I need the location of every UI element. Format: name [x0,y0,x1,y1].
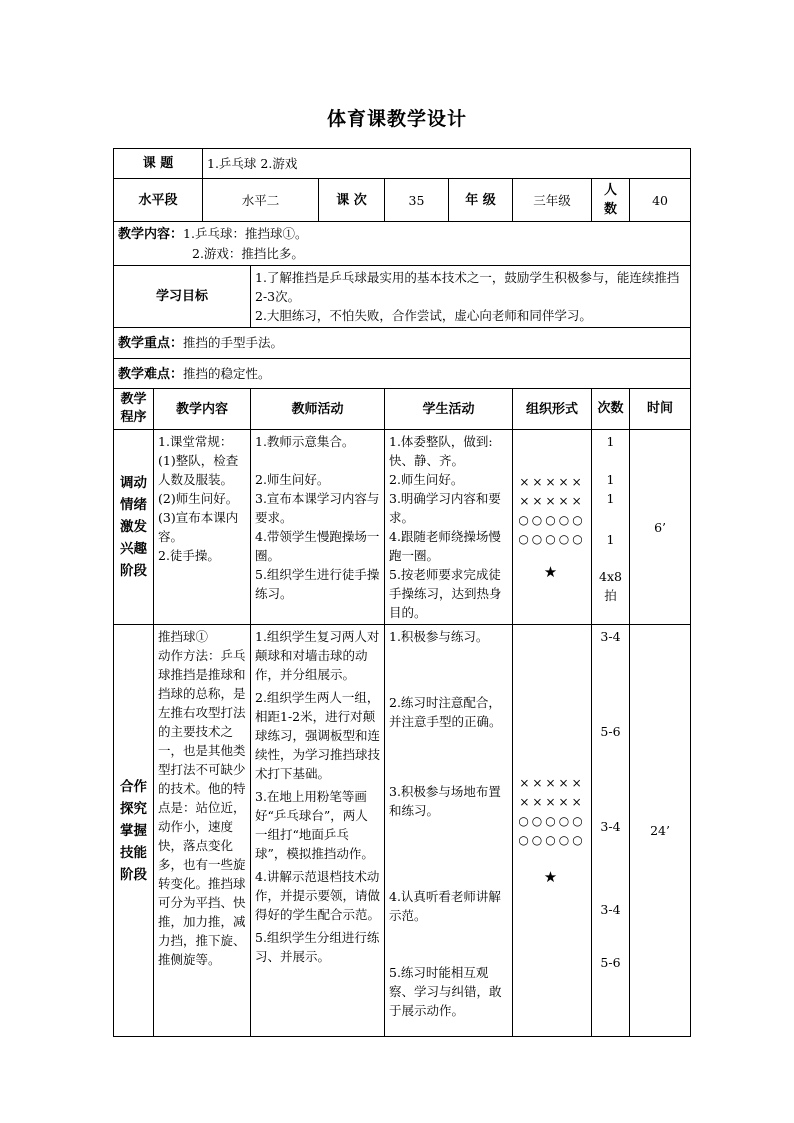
stage-2-content [154,625,251,1037]
lesson-label: 课 次 [319,179,385,222]
stage-2-duration: 24’ [630,625,691,1037]
stage-2-teacher [251,625,385,1037]
times-value: 4x8 [599,569,622,584]
stage-1-teacher [251,430,385,625]
stage-1-name: 调动情绪激发兴趣阶段 [114,430,154,625]
goals-cell [251,266,691,328]
stage-2-content-line: 动作方法：乒乓球推挡是推球和挡球的总称，是左推右攻型打法的主要技术之一，也是其他类型打法不可缺少的技术。他的特点是：站位近，动作小，速度快，落点变化多，也有一些旋转变化。推挡球可分为平挡、快推，加力推，减力挡，推下旋、推侧旋等。 [158,648,246,967]
header-teacher: 教师活动 [251,389,385,430]
stage-1-student-line: 2.师生问好。 [389,472,464,487]
stage-2-teacher-line: 4.讲解示范退档技术动作，并提示要领，请做得好的学生配合示范。 [255,869,381,922]
header-org: 组织形式 [513,389,592,430]
stage-2-student-line: 3.积极参与场地布置和练习。 [389,784,501,818]
stage-1-content-line: (3)宣布本课内容。 [158,510,239,544]
count-value: 40 [630,179,691,222]
formation-row-x: ××××× [519,795,585,809]
stage-1-teacher-line: 2.师生问好。 [255,472,330,487]
topic-value: 1.乒乓球 2.游戏 [203,149,691,179]
stage-2-teacher-line: 1.组织学生复习两人对颠球和对墙击球的动作，并分组展示。 [255,629,380,682]
stage-2-teacher-line: 5.组织学生分组进行练习、并展示。 [255,930,380,964]
lesson-value: 35 [385,179,449,222]
times-value: 3-4 [600,819,621,834]
stage-1-student-line: 5.按老师要求完成徒手操练习，达到热身目的。 [389,567,502,620]
formation-row-o: ○○○○○ [518,531,586,546]
formation-row-x: ××××× [519,493,585,508]
difficulty-cell [114,359,691,389]
stage-1-teacher-line: 1.教师示意集合。 [255,434,355,449]
stage-1-content [154,430,251,625]
times-value: 1 [606,491,615,506]
header-times: 次数 [592,389,630,430]
formation-row-o: ○○○○○ [518,833,586,847]
header-duration: 时间 [630,389,691,430]
grade-value: 三年级 [513,179,592,222]
count-label: 人 数 [592,179,630,222]
stage-1-student-line: 4.跟随老师绕操场慢跑一圈。 [389,529,501,563]
header-procedure: 教学程序 [114,389,154,430]
stage-2-student-line: 5.练习时能相互观察、学习与纠错，敢于展示动作。 [389,965,502,1018]
grade-label: 年 级 [449,179,513,222]
stage-2-teacher-line: 2.组织学生两人一组，相距1-2米，进行对颠球练习，强调板型和连续性，为学习推挡球技术打下基础。 [255,690,381,781]
formation-row-x: ××××× [519,776,585,790]
key-point-label: 教学重点： [118,336,184,351]
stage-2-student [385,625,513,1037]
content-cell [114,222,691,266]
times-value: 5-6 [600,724,621,739]
stage-1-content-line: (2)师生问好。 [158,491,239,506]
key-point-cell [114,328,691,359]
teacher-star-icon: ★ [543,868,561,886]
stage-1-content-line: 2.徒手操。 [158,548,220,563]
stage-2-student-line: 1.积极参与练习。 [389,629,489,644]
stage-2-student-line: 4.认真听看老师讲解示范。 [389,889,501,923]
header-content: 教学内容 [154,389,251,430]
stage-1-teacher-line: 5.组织学生进行徒手操练习。 [255,567,380,601]
document-title: 体育课教学设计 [326,108,467,130]
lesson-plan-table [113,148,690,1037]
goals-label: 学习目标 [114,266,251,328]
times-value: 3-4 [600,629,621,644]
times-value: 1 [606,472,615,487]
stage-1-student-line: 3.明确学习内容和要求。 [389,491,501,525]
difficulty-label: 教学难点： [118,366,184,382]
formation-row-x: ××××× [519,474,585,489]
content-label: 教学内容： [118,227,184,242]
goals-line-1: 1.了解推挡是乒乓球最实用的基本技术之一，鼓励学生积极参与，能连续推挡2-3次。 [255,270,680,304]
difficulty-text: 推挡的稳定性。 [183,365,271,381]
stage-2-teacher-line: 3.在地上用粉笔等画好“乒乓球台”，两人一组打“地面乒乓球”，模拟推挡动作。 [255,789,374,861]
stage-1-content-line: (1)整队，检查人数及服装。 [158,453,239,487]
stage-1-duration: 6’ [630,430,691,625]
stage-2-content-line: 推挡球① [158,629,209,644]
header-student: 学生活动 [385,389,513,430]
stage-2-formation [513,625,592,1037]
stage-1-teacher-line: 4.带领学生慢跑操场一圈。 [255,529,380,563]
key-point-text: 推挡的手型手法。 [183,335,284,350]
topic-label: 课 题 [114,149,203,179]
stage-1-teacher-line: 3.宣布本课学习内容与要求。 [255,491,380,525]
times-value: 5-6 [600,955,621,970]
content-line-1: 1.乒乓球：推挡球①。 [183,226,308,241]
times-value: 3-4 [600,902,621,917]
formation-row-o: ○○○○○ [518,814,586,828]
stage-1-times [592,430,630,625]
stage-1-content-line: 1.课堂常规： [158,434,233,449]
stage-1-student [385,430,513,625]
times-value: 1 [606,532,615,547]
times-value: 拍 [604,588,617,603]
level-label: 水平段 [114,179,203,222]
times-value: 1 [606,434,615,449]
stage-2-name: 合作探究掌握技能阶段 [114,625,154,1037]
goals-line-2: 2.大胆练习，不怕失败，合作尝试，虚心向老师和同伴学习。 [255,308,592,323]
stage-2-times [592,625,630,1037]
teacher-star-icon: ★ [543,562,561,581]
stage-1-formation [513,430,592,625]
content-line-2: 2.游戏：推挡比多。 [192,246,304,261]
stage-1-student-line: 1.体委整队，做到:快、静、齐。 [389,434,493,468]
formation-row-o: ○○○○○ [518,512,586,527]
stage-2-student-line: 2.练习时注意配合，并注意手型的正确。 [389,695,502,729]
level-value: 水平二 [203,179,319,222]
